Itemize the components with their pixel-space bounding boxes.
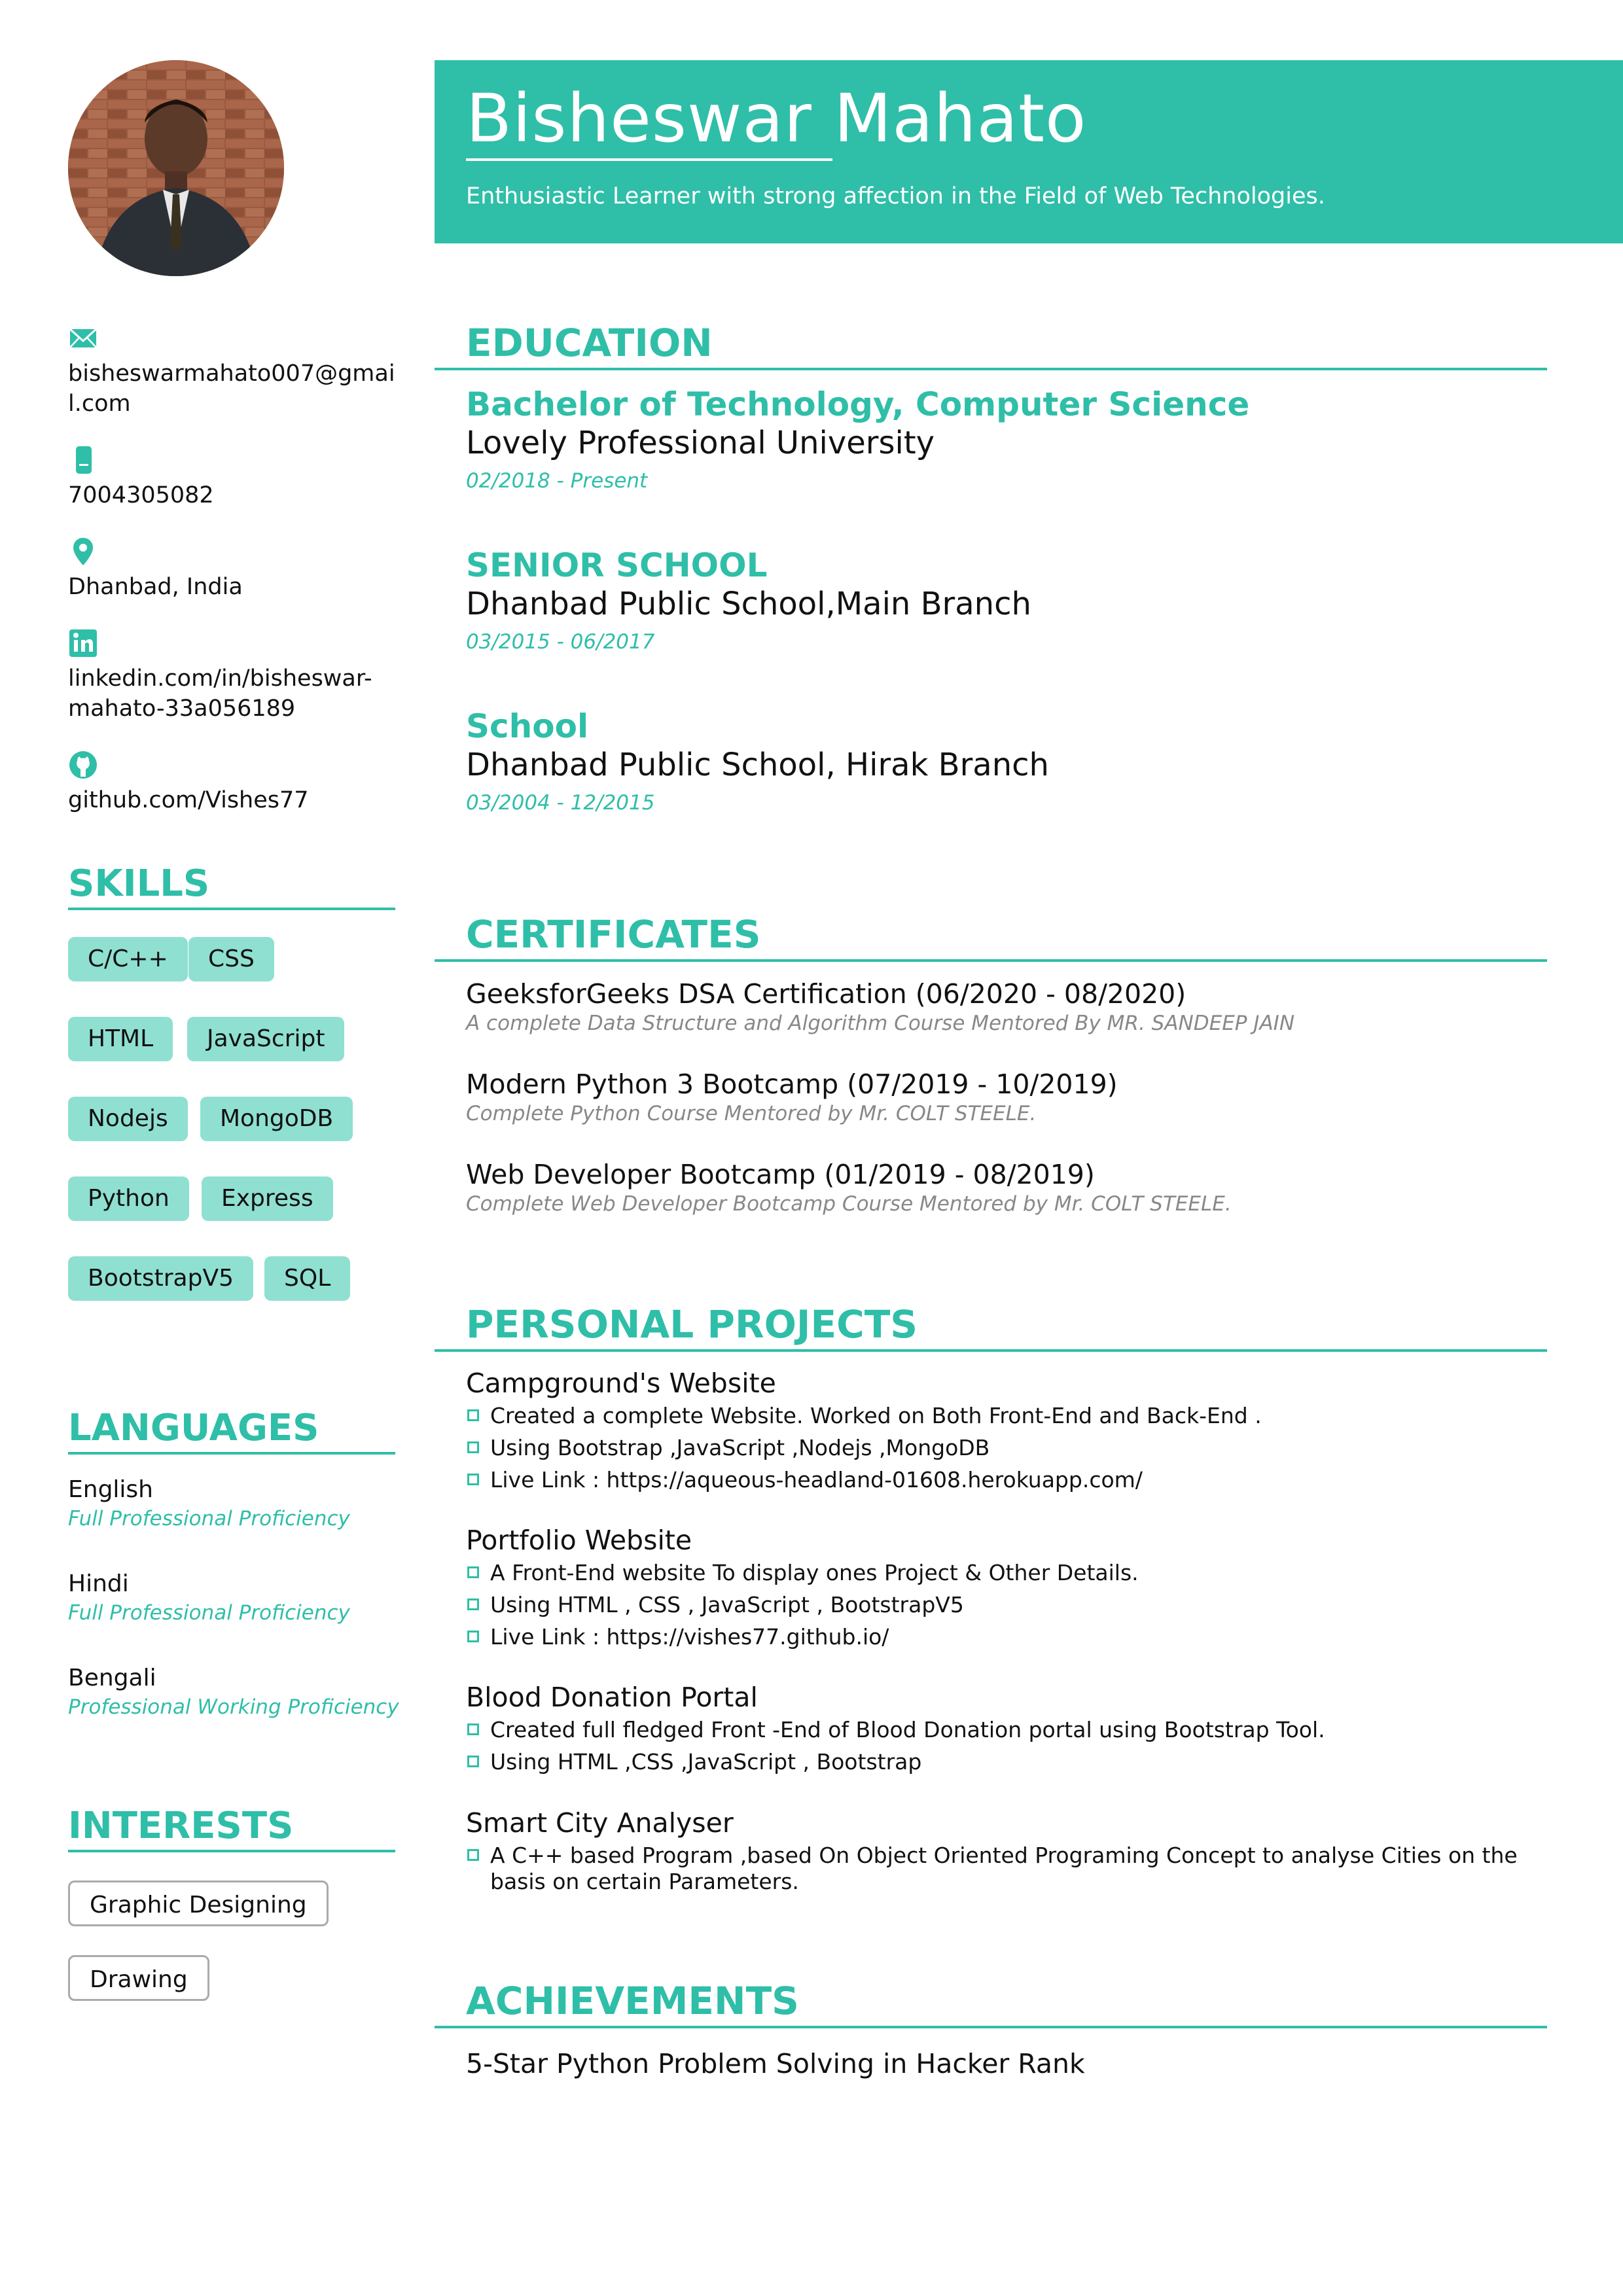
projects-heading: PERSONAL PROJECTS xyxy=(435,1302,1547,1352)
date-range: 03/2015 - 06/2017 xyxy=(466,630,655,654)
linkedin-text[interactable]: linkedin.com/in/bisheswar-mahato-33a056189 xyxy=(68,665,372,722)
language-entry xyxy=(68,1475,408,1532)
github-icon xyxy=(68,750,98,780)
skill-tag: BootstrapV5 xyxy=(68,1256,253,1301)
project-bullet: A Front-End website To display ones Project & Other Details. xyxy=(466,1560,1552,1586)
square-bullet-icon xyxy=(467,1474,479,1485)
candidate-name: Bisheswar Mahato xyxy=(466,80,1087,158)
language-name: Bengali xyxy=(68,1665,156,1691)
email-text[interactable]: bisheswarmahato007@gmail.com xyxy=(68,361,395,417)
interest-tag: Graphic Designing xyxy=(68,1881,329,1926)
language-name: English xyxy=(68,1476,153,1503)
institution: Dhanbad Public School,Main Branch xyxy=(466,586,1031,622)
skill-tag: SQL xyxy=(264,1256,350,1301)
contact-email xyxy=(68,323,395,419)
language-level: Professional Working Proficiency xyxy=(68,1695,399,1719)
degree: Bachelor of Technology, Computer Science xyxy=(466,385,1250,423)
square-bullet-icon xyxy=(467,1631,479,1642)
project-bullet: A C++ based Program ,based On Object Oriented Programing Concept to analyse Cities on the basis on certain Parameters. xyxy=(466,1843,1552,1895)
project-entry xyxy=(466,1680,1552,1781)
degree: SENIOR SCHOOL xyxy=(466,546,768,584)
map-pin-icon xyxy=(68,537,98,567)
certificate-entry xyxy=(466,1068,1578,1127)
tagline: Enthusiastic Learner with strong affection in the Field of Web Technologies. xyxy=(466,183,1325,209)
square-bullet-icon xyxy=(467,1849,479,1861)
square-bullet-icon xyxy=(467,1566,479,1578)
contact-phone xyxy=(68,445,395,510)
certificate-desc: Complete Web Developer Bootcamp Course Mentored by Mr. COLT STEELE. xyxy=(466,1192,1232,1216)
contact-linkedin xyxy=(68,628,395,724)
certificate-desc: A complete Data Structure and Algorithm Course Mentored By MR. SANDEEP JAIN xyxy=(466,1012,1295,1035)
project-bullet: Live Link : https://vishes77.github.io/ xyxy=(466,1624,1552,1650)
date-range: 02/2018 - Present xyxy=(466,469,648,493)
certificate-desc: Complete Python Course Mentored by Mr. COLT STEELE. xyxy=(466,1102,1037,1125)
project-entry xyxy=(466,1523,1552,1656)
interests-heading: INTERESTS xyxy=(68,1805,395,1852)
header-banner xyxy=(435,60,1623,243)
language-entry xyxy=(68,1569,408,1627)
date-range: 03/2004 - 12/2015 xyxy=(466,791,655,815)
name-underline xyxy=(466,158,832,161)
education-entry xyxy=(466,546,1578,658)
phone-text: 7004305082 xyxy=(68,482,214,508)
certificates-heading: CERTIFICATES xyxy=(435,912,1547,962)
interest-tag: Drawing xyxy=(68,1955,209,2001)
square-bullet-icon xyxy=(467,1598,479,1610)
envelope-icon xyxy=(68,323,98,353)
education-entry xyxy=(466,707,1578,819)
project-bullet: Live Link : https://aqueous-headland-01608.herokuapp.com/ xyxy=(466,1467,1552,1493)
skill-tag: Express xyxy=(202,1176,333,1221)
language-name: Hindi xyxy=(68,1570,129,1597)
education-heading: EDUCATION xyxy=(435,321,1547,370)
mobile-phone-icon xyxy=(68,445,98,475)
certificate-entry xyxy=(466,978,1578,1036)
square-bullet-icon xyxy=(467,1409,479,1421)
profile-photo xyxy=(68,60,284,276)
project-title: Blood Donation Portal xyxy=(466,1682,758,1713)
project-bullet: Using HTML , CSS , JavaScript , BootstrapV5 xyxy=(466,1592,1552,1618)
square-bullet-icon xyxy=(467,1756,479,1767)
square-bullet-icon xyxy=(467,1441,479,1453)
degree: School xyxy=(466,707,589,745)
project-bullet: Created a complete Website. Worked on Both Front-End and Back-End . xyxy=(466,1403,1552,1429)
education-entry xyxy=(466,385,1578,497)
skill-tag: CSS xyxy=(188,937,274,981)
project-title: Portfolio Website xyxy=(466,1525,692,1556)
project-title: Smart City Analyser xyxy=(466,1807,734,1839)
languages-heading: LANGUAGES xyxy=(68,1407,395,1455)
certificate-title: Modern Python 3 Bootcamp (07/2019 - 10/2019) xyxy=(466,1069,1118,1100)
skill-tag: Python xyxy=(68,1176,189,1221)
square-bullet-icon xyxy=(467,1723,479,1735)
project-bullet: Using Bootstrap ,JavaScript ,Nodejs ,MongoDB xyxy=(466,1435,1552,1461)
github-text[interactable]: github.com/Vishes77 xyxy=(68,787,309,813)
linkedin-icon xyxy=(68,628,98,658)
language-level: Full Professional Proficiency xyxy=(68,1601,350,1625)
skill-tag: HTML xyxy=(68,1017,173,1061)
institution: Dhanbad Public School, Hirak Branch xyxy=(466,747,1049,783)
skill-tag: MongoDB xyxy=(200,1097,353,1141)
skills-heading: SKILLS xyxy=(68,862,395,910)
language-level: Full Professional Proficiency xyxy=(68,1507,350,1530)
language-entry xyxy=(68,1663,408,1721)
certificate-title: GeeksforGeeks DSA Certification (06/2020 - 08/2020) xyxy=(466,978,1186,1010)
project-entry xyxy=(466,1366,1552,1499)
contact-github xyxy=(68,750,395,815)
skill-tag: Nodejs xyxy=(68,1097,188,1141)
contact-location xyxy=(68,537,395,602)
achievement-item: 5-Star Python Problem Solving in Hacker Rank xyxy=(466,2048,1085,2079)
skill-tag: C/C++ xyxy=(68,937,188,981)
project-bullet: Created full fledged Front -End of Blood Donation portal using Bootstrap Tool. xyxy=(466,1717,1552,1743)
institution: Lovely Professional University xyxy=(466,425,935,461)
certificate-entry xyxy=(466,1158,1578,1217)
skill-tag: JavaScript xyxy=(187,1017,344,1061)
project-title: Campground's Website xyxy=(466,1368,776,1399)
location-text: Dhanbad, India xyxy=(68,574,243,600)
project-entry xyxy=(466,1806,1552,1901)
achievements-heading: ACHIEVEMENTS xyxy=(435,1979,1547,2028)
project-bullet: Using HTML ,CSS ,JavaScript , Bootstrap xyxy=(466,1749,1552,1775)
certificate-title: Web Developer Bootcamp (01/2019 - 08/2019) xyxy=(466,1159,1095,1190)
